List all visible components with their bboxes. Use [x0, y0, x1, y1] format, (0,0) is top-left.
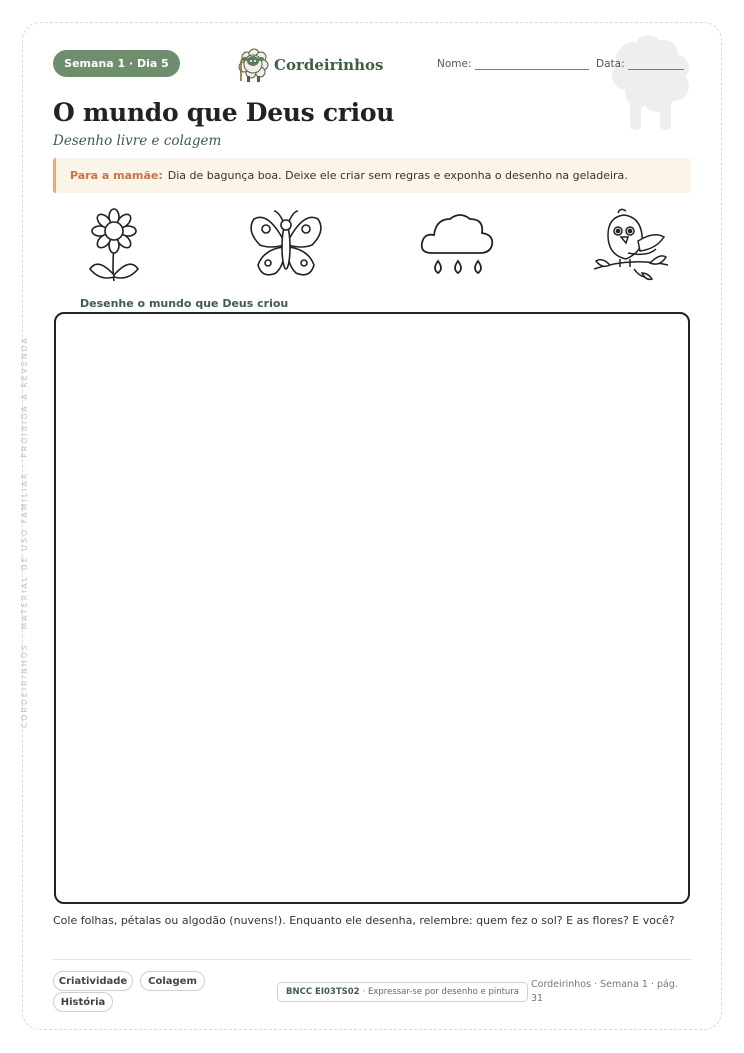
- lamb-watermark-icon: [604, 34, 698, 134]
- date-line[interactable]: [628, 57, 684, 70]
- date-field[interactable]: [596, 57, 684, 70]
- page-title: O mundo que Deus criou: [53, 98, 395, 127]
- rain-cloud-icon: [418, 207, 498, 285]
- brand: [236, 47, 383, 83]
- week-day-badge: Semana 1 · Dia 5: [53, 50, 180, 77]
- bncc-code: BNCC EI03TS02: [286, 987, 360, 997]
- instruction-text: Cole folhas, pétalas ou algodão (nuvens!). Enquanto ele desenha, relembre: quem fez o sol? E as flores? E você?: [53, 914, 675, 927]
- tag-colagem: Colagem: [140, 971, 205, 991]
- bird-icon: [590, 207, 670, 285]
- bncc-text: · Expressar-se por desenho e pintura: [362, 987, 520, 997]
- name-label: Nome:: [437, 58, 472, 70]
- name-field[interactable]: [437, 57, 589, 70]
- note-label: Para a mamãe:: [70, 169, 163, 182]
- date-label: Data:: [596, 58, 625, 70]
- drawing-area-label: Desenhe o mundo que Deus criou: [72, 297, 296, 310]
- parent-note: [53, 158, 691, 193]
- flower-icon: [74, 207, 154, 285]
- page-reference: Cordeirinhos · Semana 1 · pág. 31: [531, 979, 678, 1004]
- brand-name: Cordeirinhos: [274, 56, 384, 74]
- name-line[interactable]: [475, 57, 589, 70]
- tag-historia: História: [53, 992, 113, 1012]
- bncc-reference: [277, 982, 528, 1002]
- butterfly-icon: [246, 207, 326, 285]
- page-subtitle: Desenho livre e colagem: [53, 133, 222, 149]
- note-text: Dia de bagunça boa. Deixe ele criar sem regras e exponha o desenho na geladeira.: [167, 169, 628, 182]
- footer-divider: [53, 959, 691, 960]
- tag-criatividade: Criatividade: [53, 971, 133, 991]
- side-copyright-text: CORDEIRINHOS · MATERIAL DE USO FAMILIAR · PROIBIDA A REVENDA: [20, 336, 29, 729]
- lamb-icon: [236, 47, 270, 83]
- drawing-area[interactable]: [54, 312, 690, 904]
